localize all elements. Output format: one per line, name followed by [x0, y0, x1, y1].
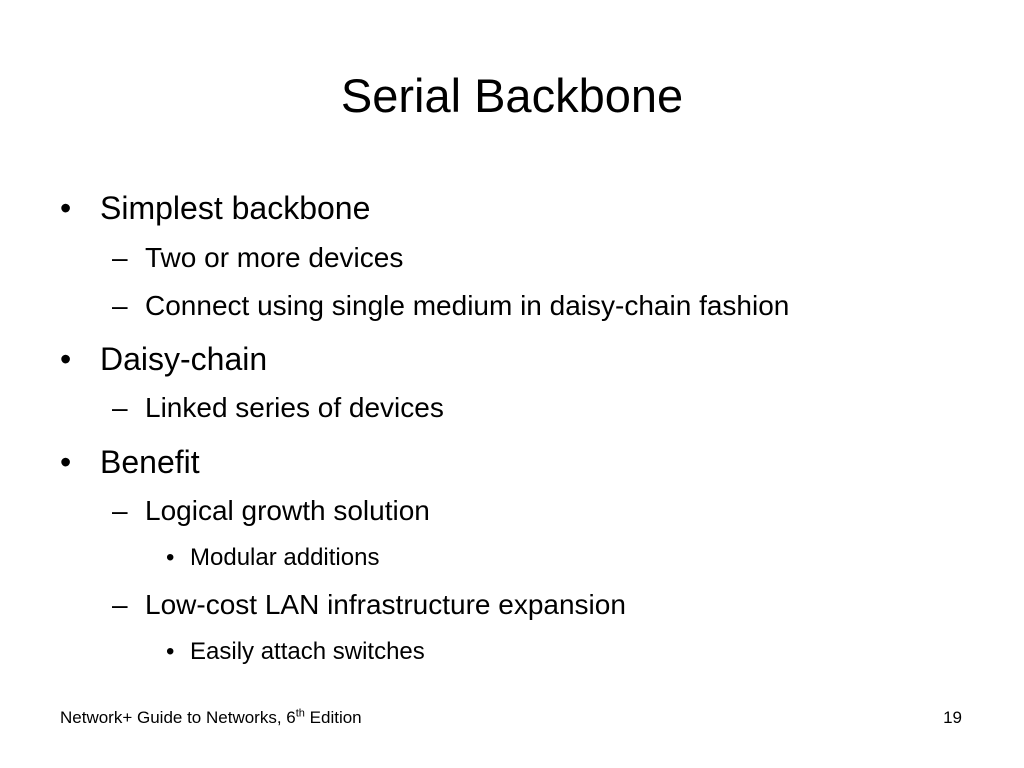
- bullet-marker: •: [166, 544, 175, 571]
- bullet-marker: •: [60, 444, 72, 480]
- sub-bullet-text: Connect using single medium in daisy-chain fashion: [145, 290, 790, 321]
- bullet-marker: •: [60, 190, 72, 226]
- sub-sub-bullet-modular-additions: [166, 544, 380, 571]
- bullet-benefit: [60, 444, 200, 480]
- sub-sub-bullet-easily-attach-switches: [166, 638, 425, 665]
- dash-marker: –: [112, 290, 128, 321]
- sub-bullet-logical-growth: [112, 495, 430, 526]
- bullet-daisy-chain: [60, 341, 268, 377]
- footer-book-title: [60, 708, 362, 728]
- sub-bullet-two-or-more-devices: [112, 242, 404, 273]
- bullet-marker: •: [60, 341, 72, 377]
- bullet-text: Benefit: [100, 444, 200, 480]
- dash-marker: –: [112, 495, 128, 526]
- slide-title: Serial Backbone: [340, 69, 684, 122]
- sub-bullet-text: Low-cost LAN infrastructure expansion: [145, 589, 626, 620]
- sub-sub-bullet-text: Modular additions: [190, 544, 380, 571]
- dash-marker: –: [112, 392, 128, 423]
- bullet-text: Simplest backbone: [100, 190, 371, 226]
- sub-bullet-text: Two or more devices: [145, 242, 404, 273]
- sub-bullet-low-cost-lan: [112, 589, 626, 620]
- footer-edition-label: Edition: [304, 708, 362, 727]
- bullet-marker: •: [166, 638, 175, 665]
- dash-marker: –: [112, 242, 128, 273]
- bullet-text: Daisy-chain: [100, 341, 268, 377]
- footer-edition-superscript: th: [295, 707, 305, 720]
- dash-marker: –: [112, 589, 128, 620]
- page-number: 19: [943, 708, 962, 727]
- sub-bullet-linked-series: [112, 392, 444, 423]
- sub-bullet-text: Logical growth solution: [145, 495, 430, 526]
- sub-bullet-text: Linked series of devices: [145, 392, 444, 423]
- bullet-simplest-backbone: [60, 190, 371, 226]
- sub-sub-bullet-text: Easily attach switches: [190, 638, 425, 665]
- sub-bullet-connect-single-medium: [112, 290, 790, 321]
- footer-title-text: Network+ Guide to Networks, 6: [60, 708, 296, 727]
